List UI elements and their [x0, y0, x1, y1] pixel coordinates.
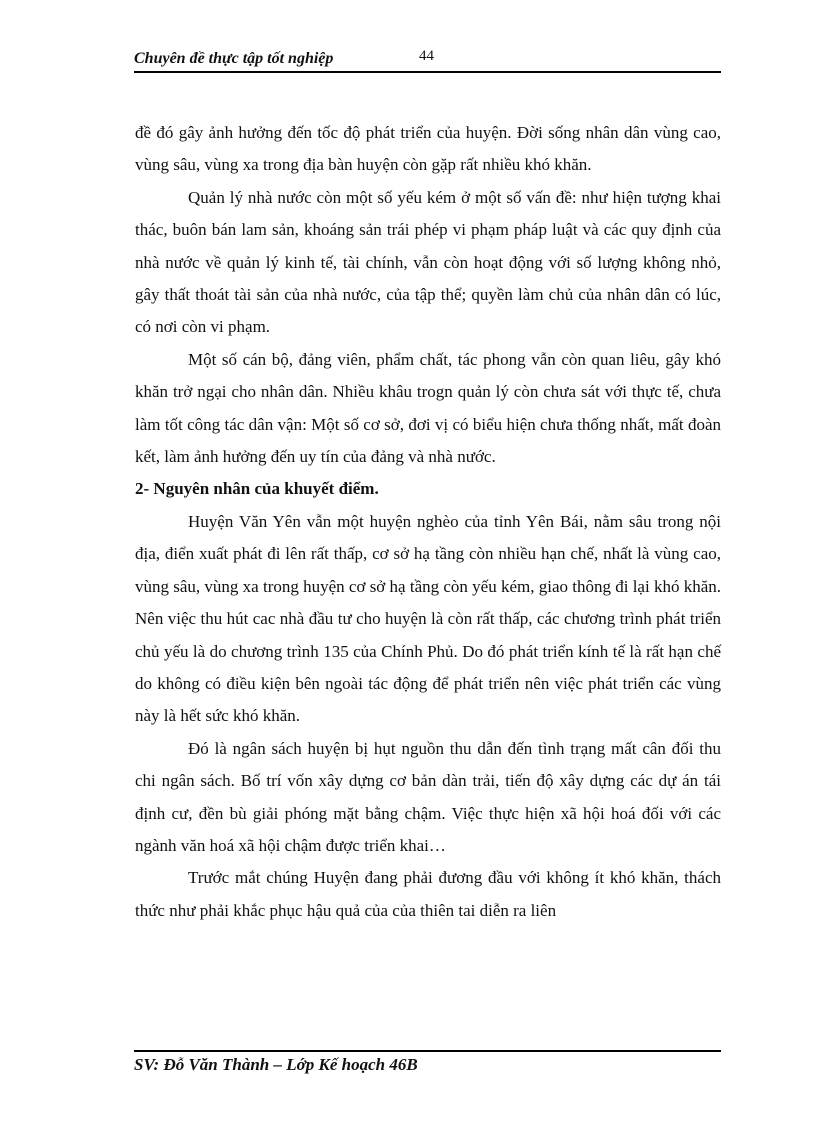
- header-title: Chuyên đề thực tập tốt nghiệp: [134, 50, 334, 67]
- footer-author: SV: Đỗ Văn Thành – Lớp Kế hoạch 46B: [134, 1055, 418, 1074]
- page-header: [134, 49, 721, 73]
- section-heading: 2- Nguyên nhân của khuyết điểm.: [135, 479, 379, 499]
- paragraph-3: Một số cán bộ, đảng viên, phẩm chất, tác phong vẫn còn quan liêu, gây khó khăn trở ngại cho nhân dân. Nhiều khâu trogn quản lý còn chưa sát với thực tế, chưa làm tốt công tác dân vận: Một số cơ sở, đơi vị có biểu hiện chưa thống nhất, mất đoàn kết, làm ảnh hưởng đến uy tín của đảng và nhà nước.: [135, 349, 721, 467]
- paragraph-1: đề đó gây ảnh hưởng đến tốc độ phát triển của huyện. Đời sống nhân dân vùng cao, vùng sâu, vùng xa trong địa bàn huyện còn gặp rất nhiều khó khăn.: [135, 123, 721, 175]
- page-number: 44: [419, 48, 434, 64]
- paragraph-4: Huyện Văn Yên vẫn một huyện nghèo của tỉnh Yên Bái, nằm sâu trong nội địa, điển xuất phát đi lên rất thấp, cơ sở hạ tầng còn nhiều hạn chế, nhất là vùng cao, vùng sâu, vùng xa trong huyện cơ sở hạ tầng còn yếu kém, giao thông đi lại khó khăn. Nên việc thu hút cac nhà đầu tư cho huyện là còn rất thấp, các chương trình phát triển chủ yếu là do chương trình 135 của Chính Phủ. Do đó phát triển kính tế là rất hạn chế do không có điều kiện bên ngoài tác động để phát triển nên việc phát triển các vùng này là hết sức khó khăn.: [135, 511, 721, 726]
- paragraph-5: Đó là ngân sách huyện bị hụt nguồn thu dẫn đến tình trạng mất cân đối thu chi ngân sách. Bố trí vốn xây dựng cơ bản dàn trải, tiến độ xây dựng các dự án tái định cư, đền bù giải phóng mặt bằng chậm. Việc thực hiện xã hội hoá đối với các ngành văn hoá xã hội chậm được triển khai…: [135, 738, 721, 855]
- paragraph-2: Quản lý nhà nước còn một số yếu kém ở một số vấn đề: như hiện tượng khai thác, buôn bán lam sản, khoáng sản trái phép vi phạm pháp luật và các quy định của nhà nước về quản lý kinh tế, tài chính, vẫn còn hoạt động với số lượng không nhỏ, gây thất thoát tài sản của nhà nước, của tập thể; quyền làm chủ của nhân dân có lúc, có nơi còn vi phạm.: [135, 187, 721, 337]
- paragraph-6: Trước mắt chúng Huyện đang phải đương đầu với không ít khó khăn, thách thức như phải khắc phục hậu quả của của thiên tai diễn ra liên: [135, 868, 721, 920]
- page-footer: [134, 1050, 721, 1074]
- document-body: [135, 117, 721, 927]
